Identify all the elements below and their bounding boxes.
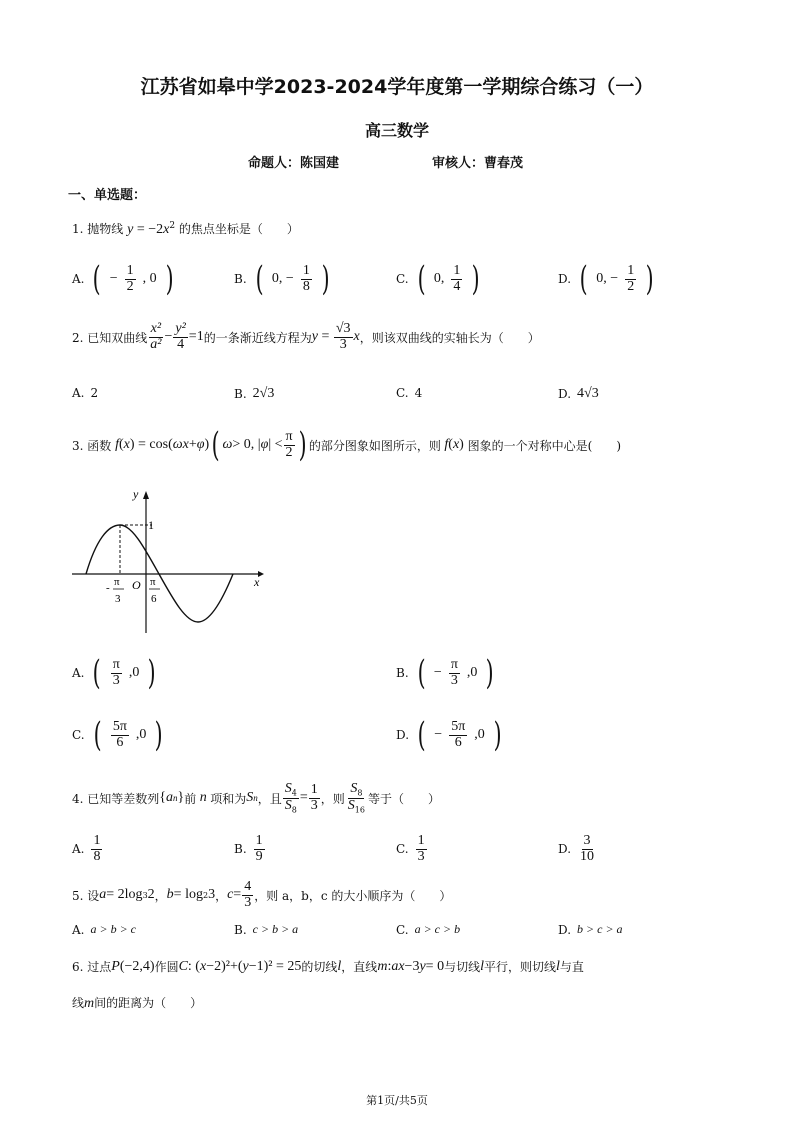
question-2-stem: 2. 已知双曲线 $\frac{\text{x²}}{\text{a²}}$ − $\frac{\text{y²}}{4}$ =1 的一条渐近线方程为 y = $\frac{√3}{3}$ x ，则该双曲线的实轴长为（ ） bbox=[72, 321, 540, 352]
max-value-label: 1 bbox=[148, 518, 154, 532]
q1-suffix: 的焦点坐标是（ ） bbox=[178, 222, 299, 236]
neg-tick-numerator: π bbox=[114, 576, 120, 588]
q1-expression: y bbox=[127, 222, 134, 237]
origin-label: O bbox=[132, 578, 141, 592]
q3-function-graph bbox=[68, 485, 268, 635]
neg-tick-minus: - bbox=[106, 582, 110, 594]
q1-option-d[interactable]: D. ( 0, − $\frac{1}{2}$ ) bbox=[558, 259, 654, 299]
q4-option-c[interactable]: C. $\frac{1}{3}$ bbox=[396, 833, 425, 864]
exam-title: 江苏省如皋中学2023-2024学年度第一学期综合练习（一） bbox=[140, 76, 654, 98]
neg-tick-denominator: 3 bbox=[115, 593, 121, 605]
question-5-stem: 5. 设 a = 2log 3 2 ， b = log 2 3 ， c = $\frac{4}{3}$ ，则 a，b，c 的大小顺序为（ ） bbox=[72, 879, 452, 910]
x-axis-label: x bbox=[254, 575, 260, 589]
question-6-line-1: 6. 过点 P (−2,4) 作圆 C : ( x −2)²+( y −1)² = 25 的切线 l ，直线 m : ax −3 y = 0 与切线 l 平行，则切线 l 与直 bbox=[72, 958, 584, 974]
question-6-line-2: 线m间的距离为（ ） bbox=[72, 996, 203, 1011]
q4-option-d[interactable]: D. $\frac{3}{10}$ bbox=[558, 833, 595, 864]
q4-option-a[interactable]: A. $\frac{1}{8}$ bbox=[72, 833, 101, 864]
y-axis-label: y bbox=[133, 487, 139, 501]
q5-option-b[interactable]: B. c > b > a bbox=[234, 922, 299, 937]
q3-option-d[interactable]: D. ( − $\frac{5\pi}{6}$ ,0 ) bbox=[396, 715, 502, 755]
q1-option-b[interactable]: B. ( 0, − $\frac{1}{8}$ ) bbox=[234, 259, 330, 299]
y-axis-arrow bbox=[143, 491, 149, 499]
q5-option-d[interactable]: D. b > c > a bbox=[558, 922, 623, 937]
q3-option-c[interactable]: C. ( $\frac{5\pi}{6}$ ,0 ) bbox=[72, 715, 164, 755]
q2-option-c[interactable]: C. 4 bbox=[396, 386, 423, 400]
exam-subtitle: 高三数学 bbox=[364, 121, 429, 140]
q3-option-a[interactable]: A. ( $\frac{\pi}{3}$ ,0 ) bbox=[72, 653, 156, 693]
author-label: 命题人：陈国建 bbox=[248, 156, 340, 171]
q1-option-c[interactable]: C. ( 0, $\frac{1}{4}$ ) bbox=[396, 259, 480, 299]
q3-option-b[interactable]: B. ( − $\frac{\pi}{3}$ ,0 ) bbox=[396, 653, 495, 693]
question-4-stem: 4. 已知等差数列 { a n } 前 n 项和为 S n ，且 $\frac{S_4}{S_8}$ = $\frac{1}{3}$ ，则 $\frac{S_8}{S_{16}}$ 等于（ ） bbox=[72, 781, 440, 815]
question-1-stem: 1. 抛物线 $y = -2x^2$ 的焦点坐标是（ ） bbox=[72, 221, 299, 237]
q2-option-b[interactable]: B. 2√3 bbox=[234, 386, 275, 401]
reviewer-label: 审核人：曹春茂 bbox=[432, 156, 524, 171]
q1-option-a[interactable]: A. ( − $\frac{1}{2}$ , 0 ) bbox=[72, 259, 174, 299]
page-footer: 第1页/共5页 bbox=[366, 1094, 428, 1107]
q2-option-d[interactable]: D. 4√3 bbox=[558, 386, 599, 401]
question-3-stem: 3. 函数 f ( x ) = cos( ωx + φ ) ( ω > 0, | φ | < $\frac{\pi}{2}$ ) 的部分图象如图所示，则 f ( x ) 图象的一个对称中心是( ) bbox=[72, 425, 622, 465]
pos-tick-numerator: π bbox=[150, 576, 156, 588]
q2-option-a[interactable]: A. 2 bbox=[72, 386, 99, 400]
q5-option-c[interactable]: C. a > c > b bbox=[396, 922, 461, 937]
q5-option-a[interactable]: A. a > b > c bbox=[72, 922, 137, 937]
q1-prefix: 1. 抛物线 bbox=[72, 222, 124, 236]
q4-option-b[interactable]: B. $\frac{1}{9}$ bbox=[234, 833, 263, 864]
pos-tick-denominator: 6 bbox=[151, 593, 157, 605]
section-heading: 一、单选题： bbox=[68, 188, 147, 203]
